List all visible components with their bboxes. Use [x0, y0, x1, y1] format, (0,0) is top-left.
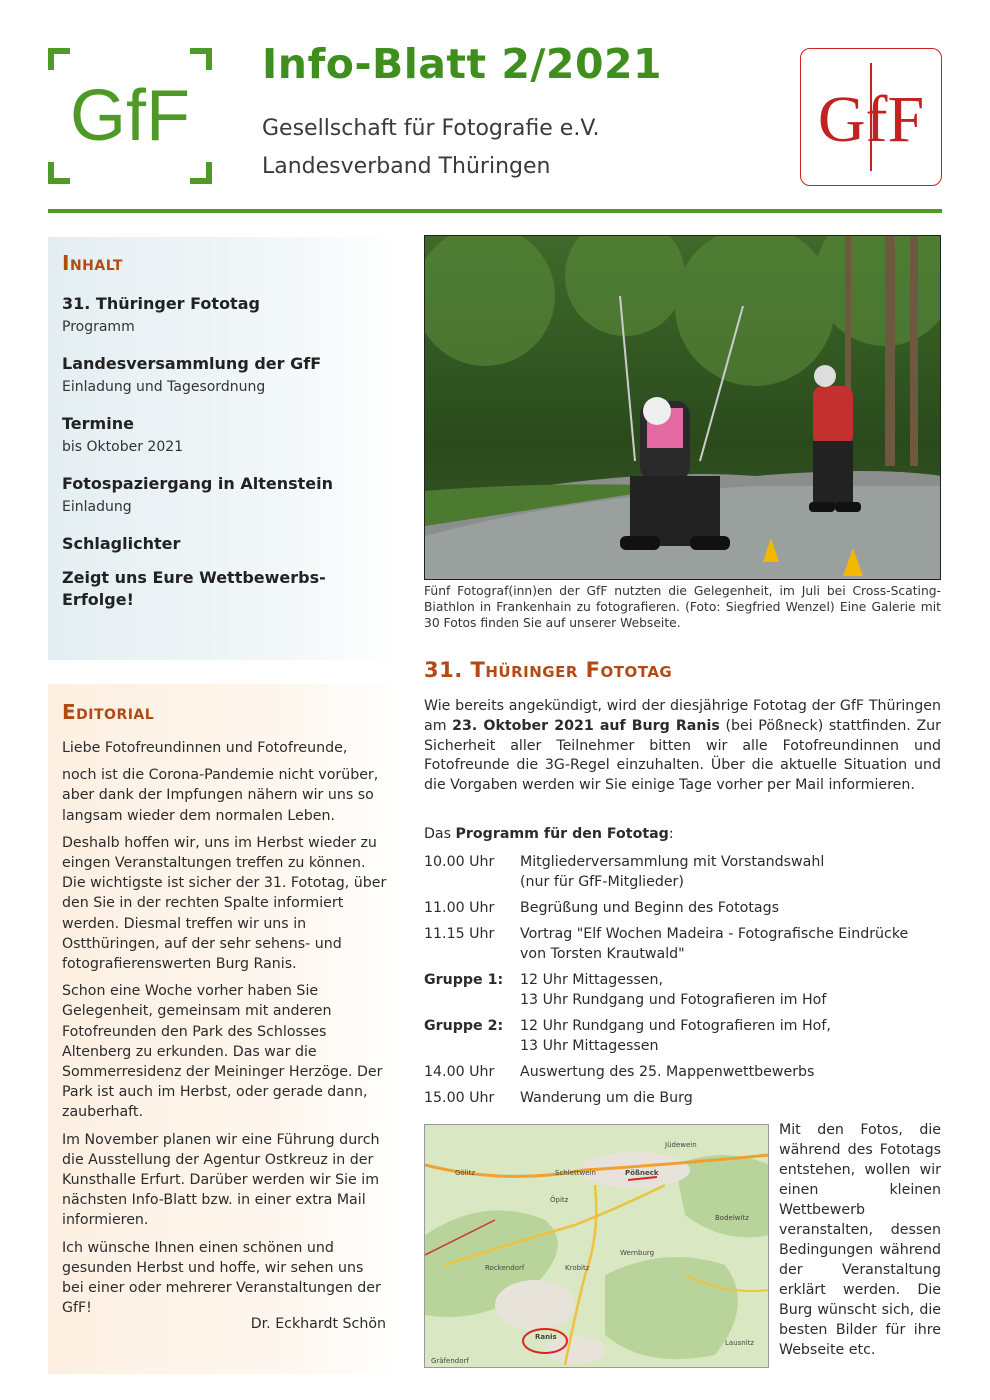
- program-time: 10.00 Uhr: [424, 854, 495, 870]
- program-text: Vortrag "Elf Wochen Madeira - Fotografische Eindrücke: [520, 926, 909, 942]
- table-of-contents: [48, 237, 400, 660]
- program-label: [424, 826, 674, 842]
- program-row: [424, 898, 941, 918]
- page-title: Info-Blatt 2/2021: [262, 40, 663, 88]
- editorial-heading: Editorial: [62, 700, 155, 724]
- toc-item-sub: Einladung und Tagesordnung: [62, 379, 266, 395]
- program-time: 15.00 Uhr: [424, 1090, 495, 1106]
- map-label-krobitz: Krobitz: [565, 1264, 590, 1272]
- program-row: [424, 1016, 941, 1056]
- toc-item-title: Fotospaziergang in Altenstein: [62, 474, 333, 493]
- biathlon-photo: [424, 235, 941, 580]
- program-label-bold: Programm für den Fototag: [455, 826, 669, 842]
- program-time: 14.00 Uhr: [424, 1064, 495, 1080]
- map-label-jueditz: Jüdewein: [665, 1141, 697, 1149]
- editorial-paragraph: Liebe Fotofreundinnen und Fotofreunde,: [62, 740, 348, 756]
- gff-logo-green: [48, 48, 212, 184]
- program-row: [424, 852, 941, 892]
- program-text: 12 Uhr Mittagessen,: [520, 972, 664, 988]
- editorial-paragraph: Deshalb hoffen wir, uns im Herbst wieder zu eingen Veranstaltungen treffen zu können. Die wichtigste ist sicher der 31. Fototag, über den Sie in der rechten Spalte informiert werden. Diesmal treffen wir uns in Ostthüringen, auf der sehr sehens- und fotografierenswerten Burg Ranis.: [62, 834, 387, 973]
- photo-caption: Fünf Fotograf(inn)en der GfF nutzten die Gelegenheit, im Juli bei Cross-Scating-Biathlon in Frankenhain zu fotografieren. (Foto: Siegfried Wenzel) Eine Galerie mit 30 Fotos finden Sie auf unserer Webseite.: [424, 584, 941, 630]
- program-text: 12 Uhr Rundgang und Fotografieren im Hof,: [520, 1018, 831, 1034]
- map-label-oepitz: Öpitz: [550, 1196, 569, 1204]
- program-time: 11.00 Uhr: [424, 900, 495, 916]
- editorial-signature: Dr. Eckhardt Schön: [250, 1316, 386, 1332]
- editorial-body: [62, 738, 388, 1325]
- program-time: 11.15 Uhr: [424, 926, 495, 942]
- program-row: [424, 970, 941, 1010]
- map-label-wernburg: Wernburg: [620, 1249, 655, 1257]
- location-map: [424, 1124, 769, 1368]
- intro-text-pre: Wie bereits angekündigt, wird der diesjährige Fototag der GfF Thüringen am: [424, 698, 941, 734]
- program-row: [424, 1088, 941, 1108]
- program-text: (nur für GfF-Mitglieder): [520, 874, 684, 890]
- map-label-goelitz: Gölitz: [455, 1169, 476, 1177]
- organization-name: Gesellschaft für Fotografie e.V.: [262, 116, 600, 141]
- toc-item-sub: Einladung: [62, 499, 132, 515]
- map-label-poessneck: Pößneck: [625, 1169, 659, 1177]
- program-row: [424, 1062, 941, 1082]
- map-label-lausnitz: Lausnitz: [725, 1339, 755, 1347]
- program-text: von Torsten Krautwald": [520, 946, 685, 962]
- program-label-pre: Das: [424, 826, 456, 842]
- toc-item[interactable]: [62, 413, 392, 457]
- program-text: Mitgliederversammlung mit Vorstandswahl: [520, 854, 825, 870]
- toc-item-sub: Programm: [62, 319, 135, 335]
- logo-left-text: GfF: [70, 76, 190, 156]
- organization-division: Landesverband Thüringen: [262, 154, 551, 179]
- toc-item[interactable]: [62, 353, 392, 397]
- program-text: Auswertung des 25. Mappenwettbewerbs: [520, 1064, 815, 1080]
- program-group: Gruppe 1:: [424, 972, 504, 988]
- map-label-rockendorf: Rockendorf: [485, 1264, 525, 1272]
- program-text: Begrüßung und Beginn des Fototags: [520, 900, 779, 916]
- toc-item[interactable]: [62, 473, 392, 517]
- program-group: Gruppe 2:: [424, 1018, 504, 1034]
- editorial-paragraph: Schon eine Woche vorher haben Sie Gelegenheit, gemeinsam mit anderen Fotofreunden den Park des Schlosses Altenberg zu erkunden. Das war die Sommerresidenz der Meininger Herzöge. Der Park ist auch im Herbst, oder gerade dann, zauberhaft.: [62, 983, 383, 1121]
- toc-item-sub: bis Oktober 2021: [62, 439, 184, 455]
- program-row: [424, 924, 941, 964]
- toc-item-title: Zeigt uns Eure Wettbewerbs-Erfolge!: [62, 568, 326, 609]
- intro-text-post: (bei Pößneck) stattfinden. Zur Sicherheit aller Teilnehmer bitten wir alle Fotofreundinnen und Fotofreunde die 3G-Regel einzuhalten. Über die aktuelle Situation und die Vorgaben werden wir Sie einige Tage vorher per Mail informieren.: [424, 717, 942, 794]
- program-text: Wanderung um die Burg: [520, 1090, 693, 1106]
- header-divider: [48, 209, 942, 213]
- editorial-box: [48, 684, 400, 1374]
- map-label-ranis: Ranis: [535, 1333, 557, 1341]
- toc-item[interactable]: [62, 567, 332, 611]
- toc-item-title: Landesversammlung der GfF: [62, 354, 322, 373]
- map-label-grafendorf: Gräfendorf: [431, 1357, 469, 1365]
- intro-text-bold: 23. Oktober 2021 auf Burg Ranis: [452, 717, 720, 734]
- program-label-post: :: [668, 826, 674, 842]
- map-label-bodelwitz: Bodelwitz: [715, 1214, 749, 1222]
- program-list: [424, 852, 941, 1114]
- program-text: 13 Uhr Rundgang und Fotografieren im Hof: [520, 992, 827, 1008]
- fototag-heading: 31. Thüringer Fototag: [424, 658, 673, 682]
- editorial-paragraph: Im November planen wir eine Führung durch die Ausstellung der Agentur Ostkreuz in der Kunsthalle Erfurt. Darüber werden wir Sie im nächsten Info-Blatt bzw. in einer extra Mail informieren.: [62, 1131, 380, 1229]
- map-label-schlettwein: Schlettwein: [555, 1169, 596, 1177]
- toc-heading: Inhalt: [62, 251, 123, 275]
- toc-item-title: Schlaglichter: [62, 534, 181, 553]
- gff-logo-red: [800, 48, 942, 186]
- editorial-paragraph: Ich wünsche Ihnen einen schönen und gesunden Herbst und hoffe, wir sehen uns bei einer oder mehrerer Veranstaltungen der GfF!: [62, 1239, 381, 1317]
- toc-item-title: 31. Thüringer Fototag: [62, 294, 260, 313]
- competition-note: Mit den Fotos, die während des Fototags entstehen, wollen wir einen kleinen Wettbewerb veranstalten, dessen Bedingungen während der Veranstaltung erklärt werden. Die Burg wünscht sich, die besten Bilder für ihre Webseite etc.: [779, 1122, 941, 1358]
- program-text: 13 Uhr Mittagessen: [520, 1038, 659, 1054]
- toc-item-title: Termine: [62, 414, 134, 433]
- fototag-intro: [424, 697, 941, 796]
- toc-item[interactable]: [62, 293, 392, 337]
- editorial-paragraph: noch ist die Corona-Pandemie nicht vorüber, aber dank der Impfungen nähern wir uns so langsam wieder dem normalen Leben.: [62, 767, 379, 824]
- toc-item[interactable]: [62, 533, 392, 555]
- logo-right-text: GfF: [817, 83, 925, 156]
